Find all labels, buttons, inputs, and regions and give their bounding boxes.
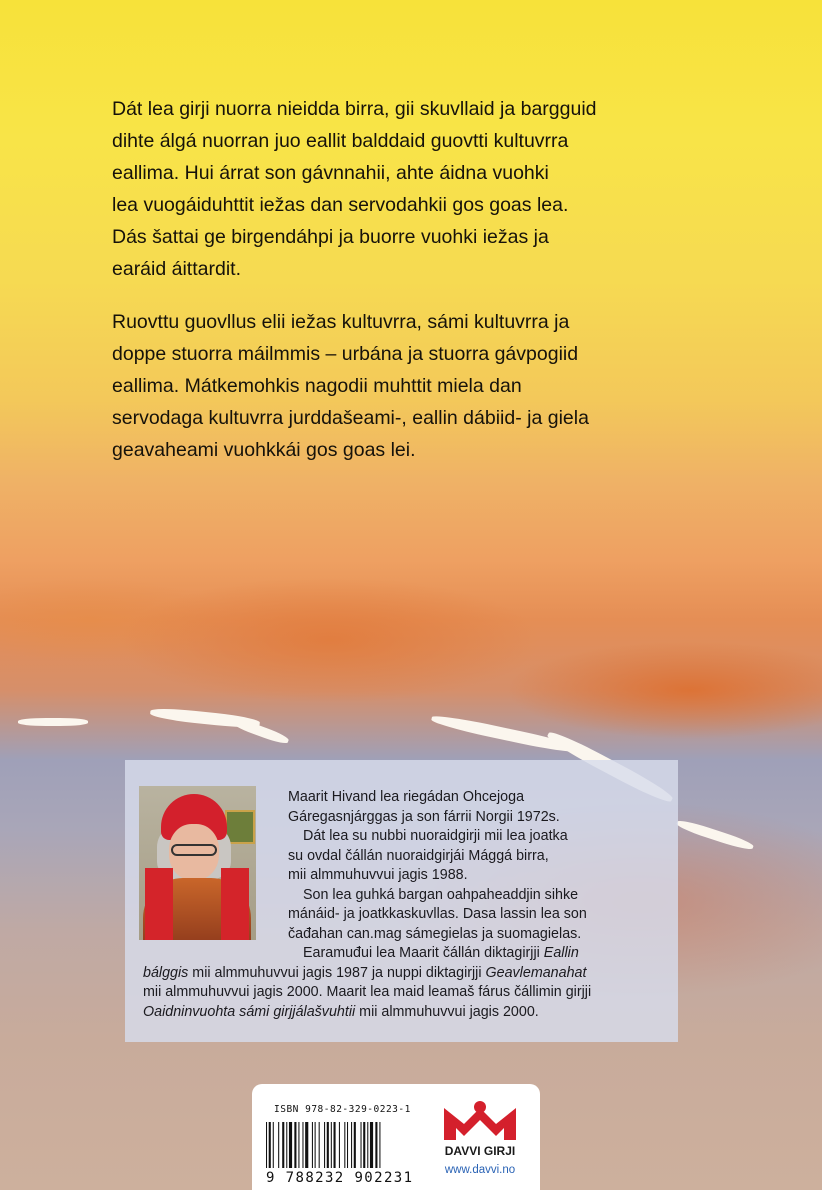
- bio-line: Dát lea su nubbi nuoraidgirji mii lea joatka: [303, 828, 568, 844]
- barcode-bar: [294, 1122, 296, 1168]
- bio-line: Maarit Hivand lea riegádan Ohcejoga: [288, 789, 525, 805]
- author-bio: [143, 788, 671, 1022]
- blurb-line: Ruovttu guovllus elii iežas kultuvrra, sámi kultuvrra ja: [112, 311, 570, 333]
- bio-text: Earamuđui lea Maarit čállán diktagirjji: [303, 945, 540, 961]
- blurb-line: Dát lea girji nuorra nieidda birra, gii skuvllaid ja bargguid: [112, 98, 597, 120]
- bio-line: [143, 944, 671, 964]
- bio-line: mánáid- ja joatkkaskuvllas. Dasa lassin lea son: [288, 906, 587, 922]
- imprint-card: [252, 1084, 540, 1190]
- book-title: Eallin: [543, 945, 579, 961]
- barcode-bar: [379, 1122, 380, 1168]
- bio-line: Son lea guhká bargan oahpaheaddjin sihke: [303, 886, 579, 903]
- blurb-line: lea vuogáiduhttit iežas dan servodahkii gos goas lea.: [112, 194, 569, 216]
- bio-text: mii almmuhuvvui jagis 2000.: [355, 1003, 539, 1020]
- barcode-bar: [273, 1122, 274, 1168]
- blurb-paragraph-1: [112, 93, 722, 285]
- bio-line: mii almmuhuvvui jagis 1988.: [288, 867, 468, 883]
- book-title: Oaidninvuohta sámi girjjálašvuhtii: [143, 1003, 356, 1020]
- blurb-line: earáid áittardit.: [112, 258, 241, 280]
- publisher-name: DAVVI GIRJI: [444, 1144, 516, 1158]
- publisher-url[interactable]: www.davvi.no: [444, 1164, 516, 1176]
- barcode-bar: [327, 1122, 329, 1168]
- bio-line: Gáregasnjárggas ja son fárrii Norgii 1972s.: [288, 808, 560, 825]
- barcode-bar: [319, 1122, 320, 1168]
- barcode-bar: [370, 1122, 373, 1168]
- barcode-bar: [312, 1122, 313, 1168]
- bio-text: mii almmuhuvvui jagis 1987 ja nuppi diktagirjji: [188, 964, 486, 981]
- bio-line: [143, 964, 671, 984]
- paper-crack: [675, 818, 754, 852]
- isbn-label: ISBN 978-82-329-0223-1: [274, 1104, 411, 1115]
- bio-line: mii almmuhuvvui jagis 2000. Maarit lea maid leamaš fárus čállimin girjji: [143, 984, 592, 1000]
- blurb-line: Dás šattai ge birgendáhpi ja buorre vuohki iežas ja: [112, 226, 549, 248]
- paper-crack: [18, 718, 88, 726]
- barcode-bar: [375, 1122, 377, 1168]
- blurb-line: eallima. Hui árrat son gávnnahii, ahte áidna vuohki: [112, 162, 549, 184]
- barcode-bar: [266, 1122, 267, 1168]
- bio-line: [143, 1003, 671, 1023]
- blurb-line: doppe stuorra máilmmis – urbána ja stuorra gávpogiid: [112, 343, 579, 365]
- barcode-bar: [347, 1122, 348, 1168]
- barcode-bar: [334, 1122, 336, 1168]
- book-title: bálggis: [143, 964, 189, 981]
- barcode-bar: [298, 1122, 299, 1168]
- barcode-bar: [302, 1122, 303, 1168]
- book-title: Geavlemanahat: [485, 964, 587, 981]
- blurb-paragraph-2: [112, 306, 722, 466]
- barcode-bar: [351, 1122, 352, 1168]
- barcode-bar: [315, 1122, 316, 1168]
- blurb-line: servodaga kultuvrra jurddašeami-, eallin dábiid- ja giela: [112, 407, 589, 429]
- barcode-bar: [339, 1122, 340, 1168]
- barcode-bar: [344, 1122, 345, 1168]
- barcode-bar: [282, 1122, 284, 1168]
- barcode-bar: [367, 1122, 368, 1168]
- barcode-bar: [305, 1122, 308, 1168]
- bio-line: su ovdal čállán nuoraidgirjái Mággá birra,: [288, 847, 549, 864]
- barcode-bar: [331, 1122, 332, 1168]
- barcode-bar: [363, 1122, 365, 1168]
- blurb-line: geavaheami vuohkkái gos goas lei.: [112, 439, 416, 461]
- publisher-logo-icon: [438, 1100, 522, 1144]
- barcode-bar: [278, 1122, 279, 1168]
- barcode: [266, 1122, 421, 1168]
- barcode-bar: [324, 1122, 325, 1168]
- bio-line: čađahan can.mag sámegielas ja suomagielas.: [288, 925, 582, 942]
- paper-crack: [230, 716, 290, 746]
- author-info-box: [125, 760, 678, 1042]
- blurb-line: dihte álgá nuorran juo eallit balddaid guovtti kultuvrra: [112, 130, 569, 152]
- barcode-number: 9 788232 902231: [266, 1170, 414, 1186]
- barcode-bar: [286, 1122, 287, 1168]
- barcode-bar: [289, 1122, 292, 1168]
- blurb-line: eallima. Mátkemohkis nagodii muhttit miela dan: [112, 375, 522, 397]
- barcode-bar: [361, 1122, 362, 1168]
- barcode-bar: [354, 1122, 356, 1168]
- barcode-bar: [269, 1122, 271, 1168]
